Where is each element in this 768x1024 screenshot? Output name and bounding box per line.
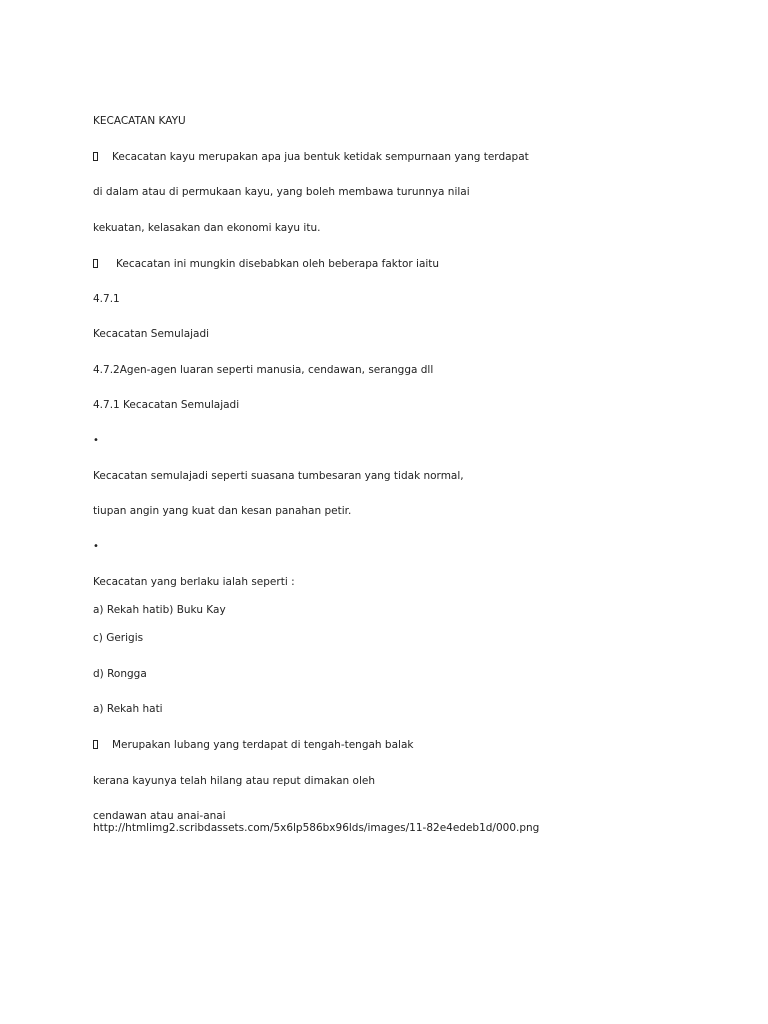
bullet-icon: • <box>93 435 99 446</box>
checkbox-glyph-icon <box>93 152 98 161</box>
list-item: d) Rongga <box>93 668 147 680</box>
checkbox-glyph-icon <box>93 259 98 268</box>
paragraph-line: cendawan atau anai-anai <box>93 810 226 822</box>
checkbox-glyph-icon <box>93 740 98 749</box>
paragraph-line <box>93 739 413 752</box>
paragraph-text: Kecacatan kayu merupakan apa jua bentuk ketidak sempurnaan yang terdapat <box>112 151 529 163</box>
document-title: KECACATAN KAYU <box>93 115 186 127</box>
paragraph-text: Kecacatan ini mungkin disebabkan oleh beberapa faktor iaitu <box>116 258 440 270</box>
image-url-text: http://htmlimg2.scribdassets.com/5x6lp586bx96lds/images/11-82e4edeb1d/000.png <box>93 822 540 834</box>
subsection-heading: a) Rekah hati <box>93 703 163 715</box>
section-number: 4.7.1 <box>93 293 120 305</box>
paragraph-line: kekuatan, kelasakan dan ekonomi kayu itu. <box>93 222 321 234</box>
section-heading: 4.7.2Agen-agen luaran seperti manusia, cendawan, serangga dll <box>93 364 434 376</box>
paragraph-line: kerana kayunya telah hilang atau reput dimakan oleh <box>93 775 376 787</box>
paragraph-line <box>93 151 529 164</box>
section-heading: 4.7.1 Kecacatan Semulajadi <box>93 399 240 411</box>
paragraph-line: di dalam atau di permukaan kayu, yang boleh membawa turunnya nilai <box>93 186 470 198</box>
paragraph-line <box>93 258 439 271</box>
section-heading: Kecacatan Semulajadi <box>93 328 210 340</box>
list-item: c) Gerigis <box>93 632 144 644</box>
paragraph-text: Merupakan lubang yang terdapat di tengah-tengah balak <box>112 739 414 751</box>
paragraph-line: tiupan angin yang kuat dan kesan panahan petir. <box>93 505 352 517</box>
paragraph-line: Kecacatan yang berlaku ialah seperti : <box>93 576 295 588</box>
list-item: a) Rekah hatib) Buku Kay <box>93 604 226 616</box>
bullet-icon: • <box>93 541 99 552</box>
paragraph-line: Kecacatan semulajadi seperti suasana tumbesaran yang tidak normal, <box>93 470 464 482</box>
